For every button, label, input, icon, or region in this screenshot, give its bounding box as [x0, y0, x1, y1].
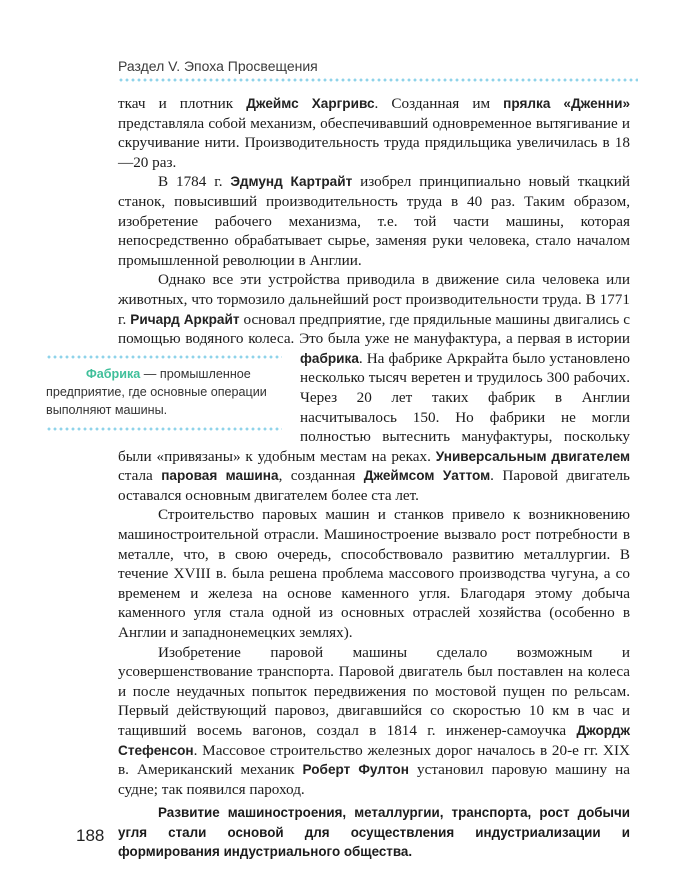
- name-highlight: Джеймсом Уаттом: [363, 468, 491, 484]
- text: . Паровой двигатель оставался основным двигателем более ста лет.: [118, 467, 630, 504]
- sidebar-definition: [46, 363, 282, 423]
- text: . На фабрике Аркрайта: [358, 349, 513, 367]
- text: представляла собой механизм, обеспечивавший одновременное вытягивание и скручивание нити. Производительность труда прядильщика увеличилась в 18—20 раз.: [118, 114, 630, 171]
- header-dotted-divider: [118, 78, 638, 82]
- section-title: Раздел V. Эпоха Просвещения: [118, 58, 318, 74]
- paragraph-5: [118, 643, 630, 800]
- paragraph-3: [46, 270, 631, 505]
- text: изобрел принципиально новый ткацкий станок, повысивший производительность труда в 40 раз. Таким образом, изобретение рабочего механизма, т.е. той части машины, которая непосредственно обрабатывает сырье, заменяя руки человека, стало началом промышленной революции в Англии.: [118, 173, 630, 269]
- term-highlight: Универсальным двигателем: [435, 448, 631, 464]
- text: Изобретение паровой машины сделало возможным и усовершенствование транспорта. Паровой двигатель был поставлен на колеса и после неудачных попыток передвижения по мостовой пущен по рельсам. Первый действующий паровоз, двигавшийся со скоростью 10 км в час и тащивший восемь вагонов, создал в 1814 г. инженер-самоучка: [118, 643, 630, 739]
- text: . Массовое строительство железных дорог началось в 20-е гг. XIX в. Американский механик: [118, 741, 630, 779]
- page-header: [118, 52, 638, 82]
- sidebar-term: Фабрика: [86, 366, 141, 381]
- summary-paragraph: Развитие машиностроения, металлургии, транспорта, рост добычи угля стали основой для осуществления индустриализации и формирования индустриального общества.: [118, 805, 630, 860]
- name-highlight: Джеймс Харгривс: [246, 96, 375, 111]
- paragraph-1: [118, 94, 630, 172]
- text: В 1784 г.: [158, 173, 231, 191]
- text: стала: [118, 467, 162, 485]
- paragraph-4: [118, 505, 630, 642]
- name-highlight: Ричард Аркрайт: [130, 311, 240, 327]
- term-highlight: прялка «Дженни»: [503, 96, 630, 111]
- name-highlight: Роберт Фултон: [302, 762, 409, 778]
- term-highlight: паровая машина: [161, 468, 279, 484]
- text: . Созданная им: [374, 95, 504, 112]
- text: ткач и плотник: [118, 95, 247, 112]
- page-number: 188: [76, 826, 105, 845]
- name-highlight: Джордж Стефенсон: [118, 723, 630, 758]
- name-highlight: Эдмунд Картрайт: [230, 174, 353, 190]
- sidebar-bottom-divider: [46, 427, 282, 431]
- sidebar-definition-text: — промышленное предприятие, где основные операции выполняют машины.: [46, 366, 267, 417]
- text: Строительство паровых машин и станков привело к возникновению машиностроительной отрасли. Машиностроение вызвало рост потребности в металле, что, в свою очередь, способствовало развитию металлургии. В течение XVIII в. была решена проблема массового производства чугуна, а со временем и железа на основе каменного угля. Благодаря этому добыча каменного угля стала одной из основных отраслей хозяйства (особенно в Англии и западнонемецких землях).: [118, 506, 630, 642]
- text: основал предприятие, где прядильные машины двигались с помощью водяного колеса. Это была уже не мануфактура, а первая в истории: [118, 310, 630, 348]
- text: было установлено несколько тысяч веретен и трудилось 300 рабочих. Через 20 лет таких фабрик в Англии насчитывалось 150. Но фабрики не могли полностью вытеснить мануфактуры, поскольку были «привязаны» к удобным местам на реках.: [118, 349, 630, 465]
- text: Однако все эти устройства приводила в движение сила человека или животных, что тормозило дальнейший рост производительности труда. В 1771 г.: [118, 271, 630, 328]
- definition-sidebar: [46, 351, 282, 435]
- term-highlight: фабрика: [300, 350, 359, 366]
- text: , созданная: [278, 467, 364, 485]
- sidebar-top-divider: [46, 355, 282, 359]
- text: установил паровую машину на судне; так появился пароход.: [118, 761, 631, 798]
- paragraph-2: [118, 172, 630, 270]
